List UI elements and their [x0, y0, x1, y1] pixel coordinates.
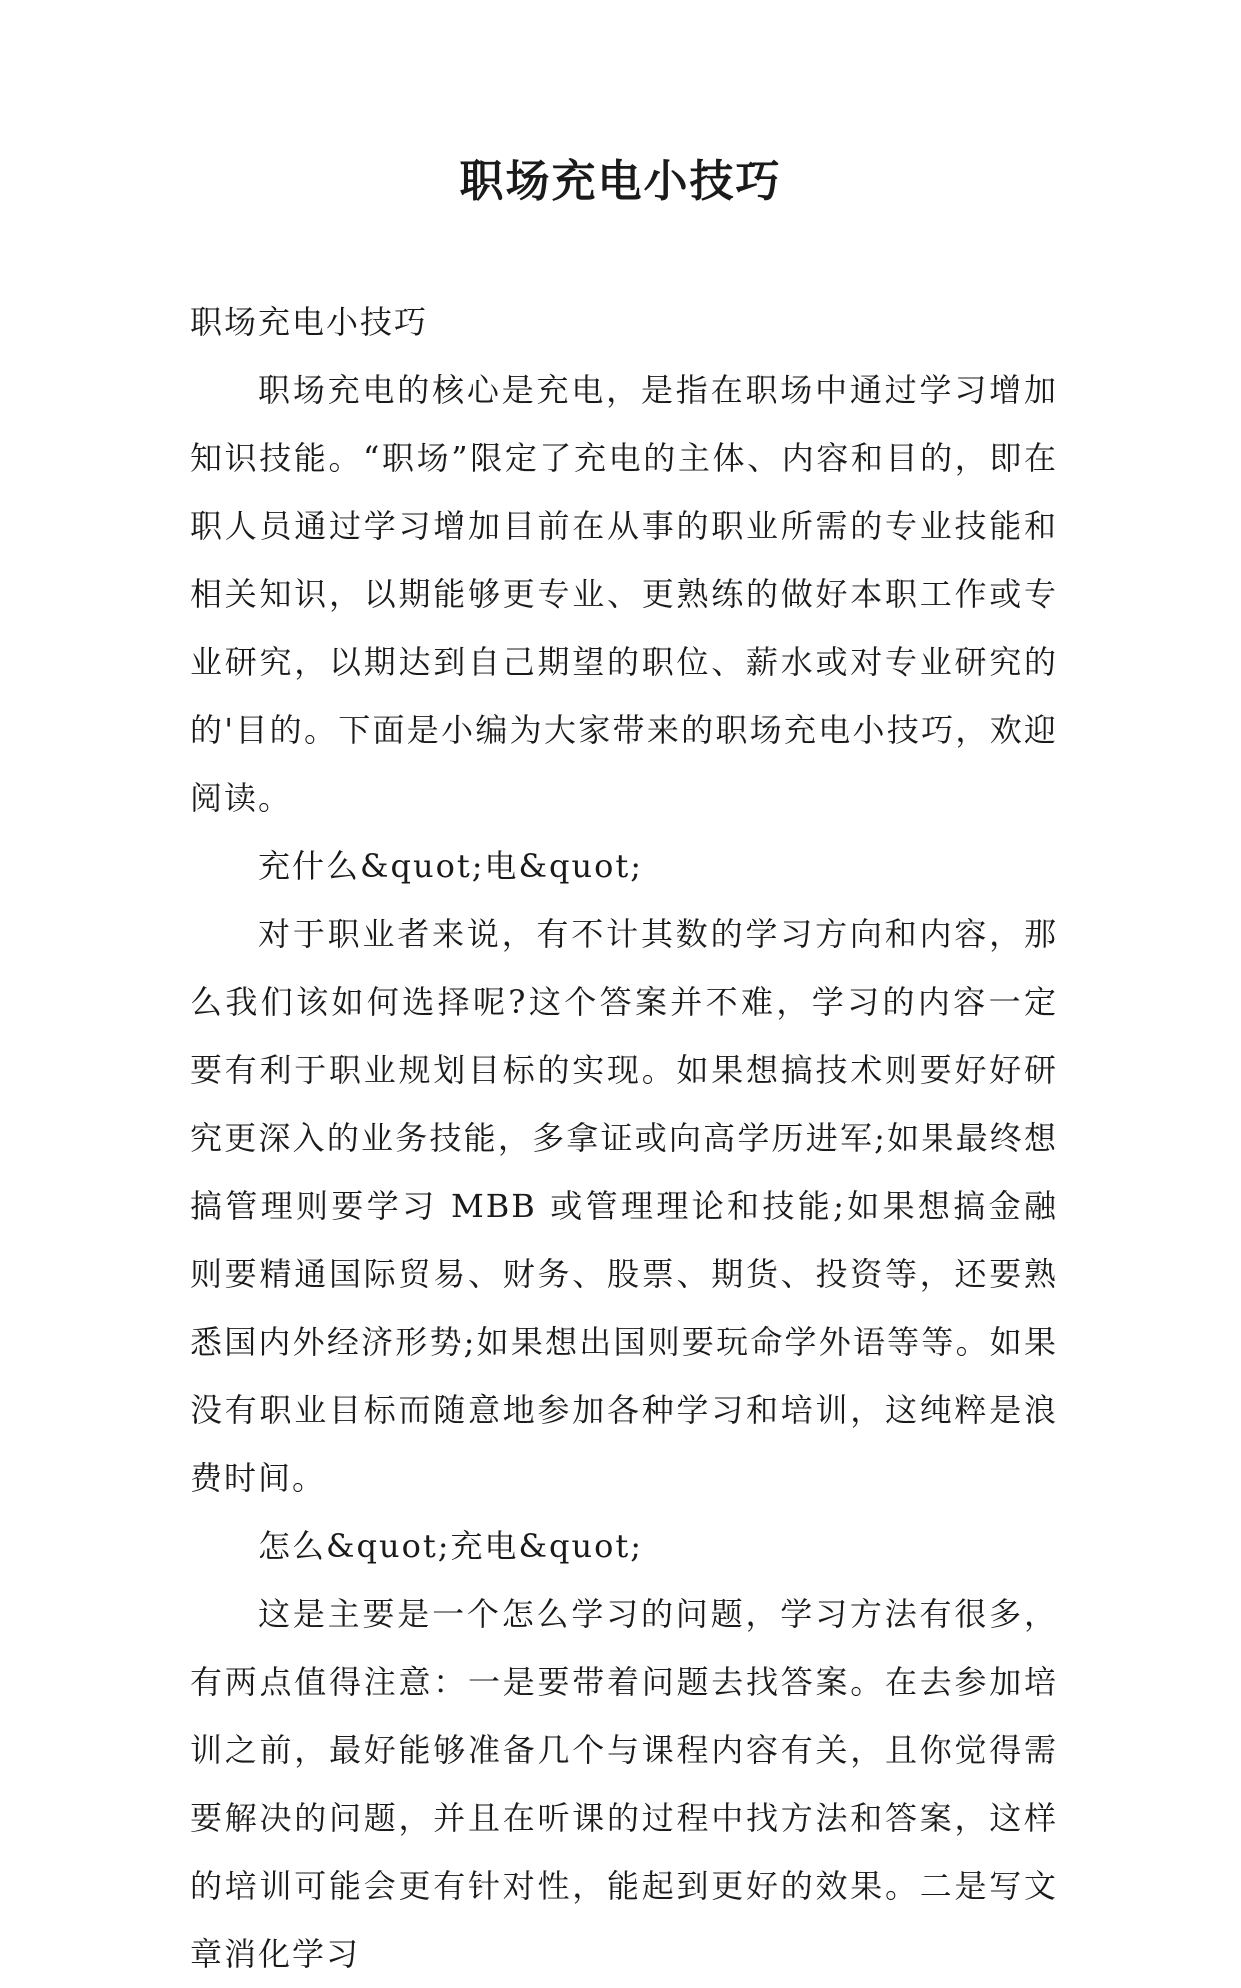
paragraph-what: 对于职业者来说，有不计其数的学习方向和内容，那么我们该如何选择呢?这个答案并不难，学习的内容一定要有利于职业规划目标的实现。如果想搞技术则要好好研究更深入的业务技能，多拿证或向高学历进军;如果最终想搞管理则要学习 MBB 或管理理论和技能;如果想搞金融则要精通国际贸易、财务、股票、期货、投资等，还要熟悉国内外经济形势;如果想出国则要玩命学外语等等。如果没有职业目标而随意地参加各种学习和培训，这纯粹是浪费时间。 — [190, 915, 1058, 1497]
paragraph-how: 这是主要是一个怎么学习的问题，学习方法有很多，有两点值得注意：一是要带着问题去找答案。在去参加培训之前，最好能够准备几个与课程内容有关，且你觉得需要解决的问题，并且在听课的过程中找方法和答案，这样的培训可能会更有针对性，能起到更好的效果。二是写文章消化学习 — [190, 1595, 1058, 1973]
body-subtitle: 职场充电小技巧 — [190, 303, 429, 341]
section-heading-how: 怎么&quot;充电&quot; — [258, 1527, 643, 1565]
document-body — [190, 288, 1058, 1988]
document-title: 职场充电小技巧 — [459, 156, 782, 207]
section-heading-what: 充什么&quot;电&quot; — [258, 847, 643, 885]
paragraph-intro: 职场充电的核心是充电，是指在职场中通过学习增加知识技能。“职场”限定了充电的主体、内容和目的，即在职人员通过学习增加目前在从事的职业所需的专业技能和相关知识，以期能够更专业、更熟练的做好本职工作或专业研究，以期达到自己期望的职位、薪水或对专业研究的的'目的。下面是小编为大家带来的职场充电小技巧，欢迎阅读。 — [190, 371, 1058, 817]
